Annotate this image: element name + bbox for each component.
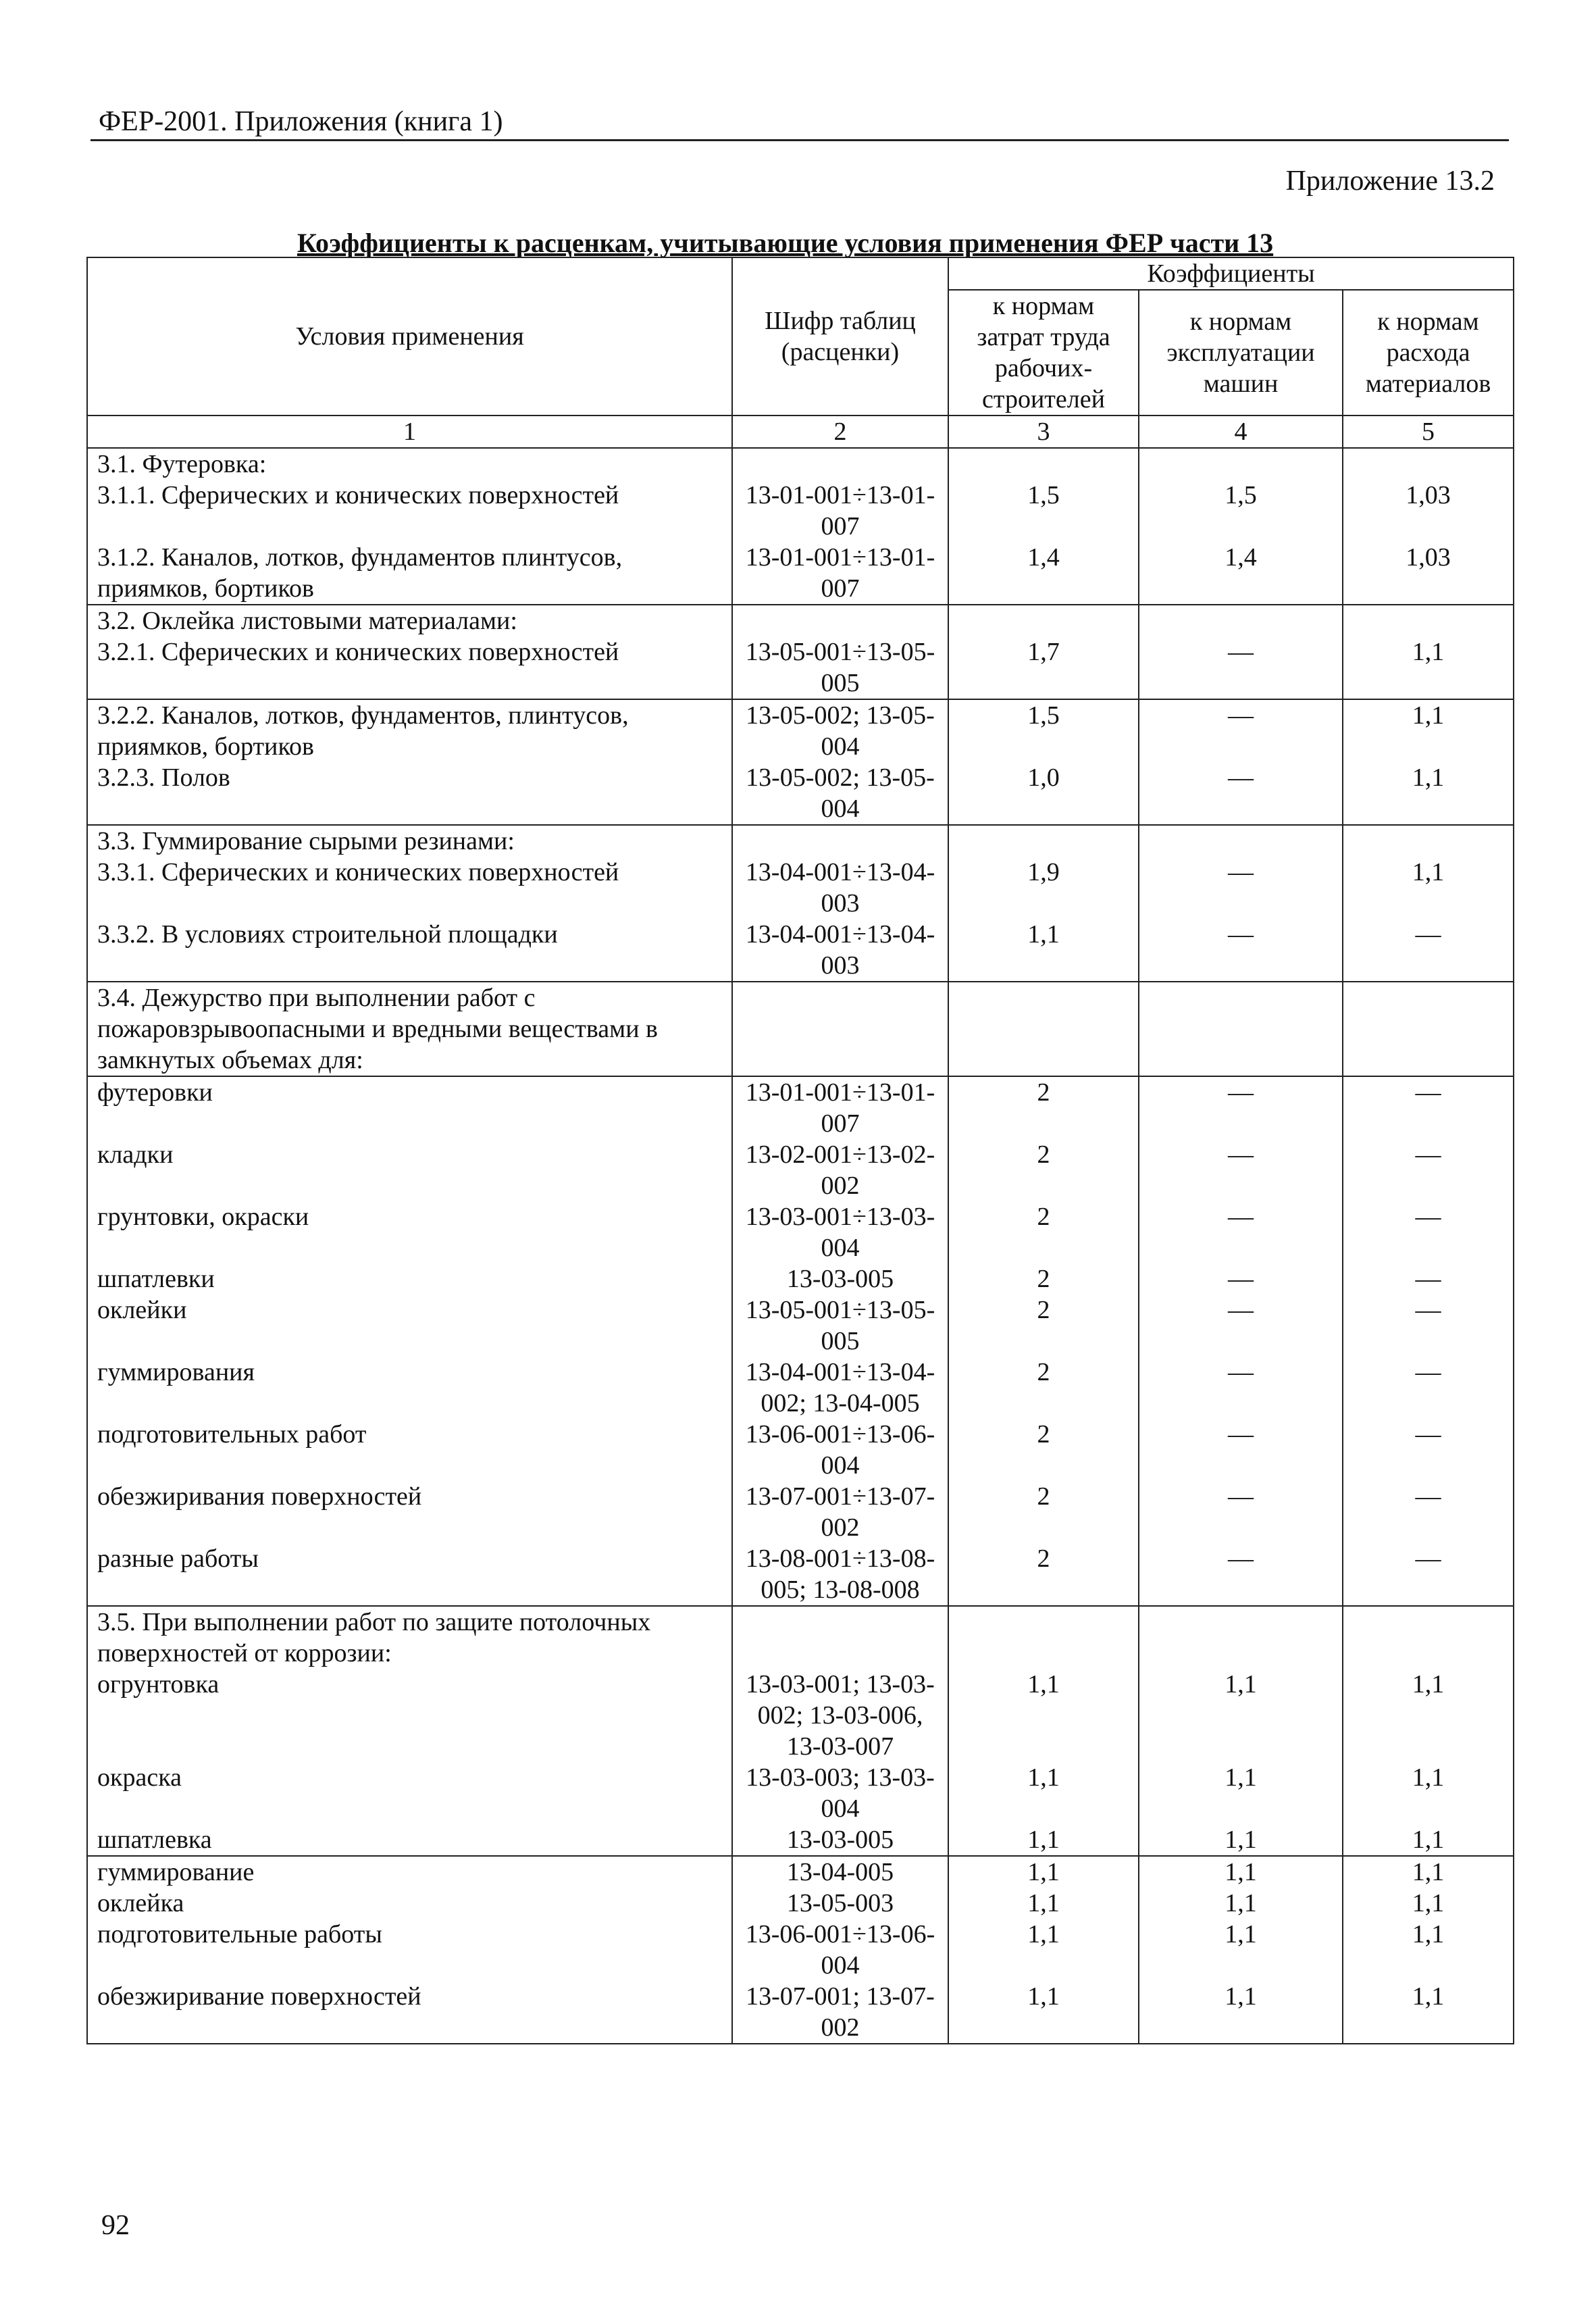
condition-cell: 3.4. Дежурство при выполнении работ с пожаровзрывоопасными и вредными веществами в замкнутых объемах для:	[87, 982, 732, 1076]
table-title: Коэффициенты к расценкам, учитывающие условия применения ФЕР части 13	[297, 228, 1274, 258]
column-number: 4	[1139, 416, 1343, 448]
condition-cell: 3.1. Футеровка:	[87, 448, 732, 480]
condition-cell: оклейка	[87, 1888, 732, 1919]
material-coef-cell: 1,1	[1343, 1919, 1514, 1981]
table-row	[87, 1201, 1514, 1263]
code-cell	[732, 605, 948, 636]
code-cell: 13-03-005	[732, 1824, 948, 1856]
table-row	[87, 1888, 1514, 1919]
column-number: 3	[948, 416, 1139, 448]
machine-coef-cell: —	[1139, 636, 1343, 699]
machine-coef-cell: —	[1139, 1481, 1343, 1543]
table-row	[87, 1419, 1514, 1481]
labor-coef-cell	[948, 1606, 1139, 1669]
code-cell: 13-07-001; 13-07-002	[732, 1981, 948, 2044]
labor-coef-cell: 2	[948, 1357, 1139, 1419]
machine-coef-cell: 1,1	[1139, 1888, 1343, 1919]
labor-coef-cell: 1,4	[948, 542, 1139, 605]
material-coef-cell: —	[1343, 1543, 1514, 1606]
header-rule	[91, 139, 1509, 141]
labor-coef-cell: 1,1	[948, 1824, 1139, 1856]
table-row	[87, 1762, 1514, 1824]
header-machines: к нормам эксплуатации машин	[1139, 290, 1343, 416]
table-row	[87, 699, 1514, 762]
condition-cell: 3.3.2. В условиях строительной площадки	[87, 919, 732, 982]
table-row	[87, 1669, 1514, 1762]
table-row	[87, 1263, 1514, 1294]
condition-cell: грунтовки, окраски	[87, 1201, 732, 1263]
machine-coef-cell: 1,1	[1139, 1919, 1343, 1981]
material-coef-cell: —	[1343, 1076, 1514, 1139]
code-cell: 13-06-001÷13-06-004	[732, 1919, 948, 1981]
material-coef-cell	[1343, 825, 1514, 857]
column-number: 5	[1343, 416, 1514, 448]
labor-coef-cell: 2	[948, 1139, 1139, 1201]
machine-coef-cell	[1139, 605, 1343, 636]
condition-cell: оклейки	[87, 1294, 732, 1357]
header-code: Шифр таблиц (расценки)	[732, 257, 948, 416]
code-cell: 13-04-005	[732, 1856, 948, 1888]
code-cell: 13-05-002; 13-05-004	[732, 762, 948, 825]
table-row	[87, 448, 1514, 480]
code-cell: 13-04-001÷13-04-003	[732, 857, 948, 919]
machine-coef-cell: —	[1139, 1201, 1343, 1263]
machine-coef-cell: —	[1139, 1139, 1343, 1201]
condition-cell: 3.2. Оклейка листовыми материалами:	[87, 605, 732, 636]
machine-coef-cell: —	[1139, 1419, 1343, 1481]
condition-cell: гуммирование	[87, 1856, 732, 1888]
machine-coef-cell	[1139, 982, 1343, 1076]
machine-coef-cell	[1139, 448, 1343, 480]
table-row	[87, 1824, 1514, 1856]
material-coef-cell: 1,1	[1343, 1669, 1514, 1762]
table-row	[87, 636, 1514, 699]
machine-coef-cell: —	[1139, 1357, 1343, 1419]
material-coef-cell: 1,1	[1343, 1856, 1514, 1888]
machine-coef-cell: 1,5	[1139, 480, 1343, 542]
material-coef-cell: —	[1343, 1263, 1514, 1294]
condition-cell: футеровки	[87, 1076, 732, 1139]
table-row	[87, 1076, 1514, 1139]
material-coef-cell	[1343, 1606, 1514, 1669]
machine-coef-cell: —	[1139, 762, 1343, 825]
labor-coef-cell	[948, 825, 1139, 857]
material-coef-cell	[1343, 448, 1514, 480]
machine-coef-cell: 1,1	[1139, 1824, 1343, 1856]
appendix-label: Приложение 13.2	[1285, 166, 1495, 197]
condition-cell: обезжиривания поверхностей	[87, 1481, 732, 1543]
table-row	[87, 1543, 1514, 1606]
code-cell	[732, 825, 948, 857]
labor-coef-cell: 1,1	[948, 919, 1139, 982]
labor-coef-cell: 1,0	[948, 762, 1139, 825]
condition-cell: 3.2.3. Полов	[87, 762, 732, 825]
code-cell: 13-05-003	[732, 1888, 948, 1919]
condition-cell: огрунтовка	[87, 1669, 732, 1762]
material-coef-cell: —	[1343, 1201, 1514, 1263]
labor-coef-cell: 1,1	[948, 1762, 1139, 1824]
table-row	[87, 1981, 1514, 2044]
material-coef-cell: 1,1	[1343, 857, 1514, 919]
material-coef-cell: 1,1	[1343, 1824, 1514, 1856]
machine-coef-cell: 1,4	[1139, 542, 1343, 605]
condition-cell: обезжиривание поверхностей	[87, 1981, 732, 2044]
table-row	[87, 762, 1514, 825]
table-row	[87, 1919, 1514, 1981]
labor-coef-cell: 1,1	[948, 1856, 1139, 1888]
code-cell: 13-01-001÷13-01-007	[732, 542, 948, 605]
code-cell: 13-05-001÷13-05-005	[732, 1294, 948, 1357]
labor-coef-cell: 2	[948, 1294, 1139, 1357]
code-cell	[732, 982, 948, 1076]
labor-coef-cell	[948, 605, 1139, 636]
table-row	[87, 1481, 1514, 1543]
condition-cell: 3.1.1. Сферических и конических поверхностей	[87, 480, 732, 542]
machine-coef-cell: —	[1139, 699, 1343, 762]
labor-coef-cell: 1,9	[948, 857, 1139, 919]
material-coef-cell: 1,1	[1343, 636, 1514, 699]
condition-cell: шпатлевка	[87, 1824, 732, 1856]
material-coef-cell: 1,1	[1343, 762, 1514, 825]
labor-coef-cell: 2	[948, 1543, 1139, 1606]
table-row	[87, 480, 1514, 542]
material-coef-cell: 1,1	[1343, 1762, 1514, 1824]
material-coef-cell: —	[1343, 1139, 1514, 1201]
labor-coef-cell: 1,5	[948, 699, 1139, 762]
code-cell: 13-08-001÷13-08-005; 13-08-008	[732, 1543, 948, 1606]
machine-coef-cell: —	[1139, 857, 1343, 919]
header-coefficients: Коэффициенты	[948, 257, 1514, 290]
coefficients-table	[86, 257, 1514, 2044]
machine-coef-cell: 1,1	[1139, 1762, 1343, 1824]
table-row	[87, 919, 1514, 982]
condition-cell: подготовительные работы	[87, 1919, 732, 1981]
material-coef-cell: 1,03	[1343, 480, 1514, 542]
labor-coef-cell: 2	[948, 1201, 1139, 1263]
machine-coef-cell: 1,1	[1139, 1856, 1343, 1888]
table-row	[87, 1294, 1514, 1357]
machine-coef-cell: —	[1139, 1263, 1343, 1294]
machine-coef-cell: —	[1139, 919, 1343, 982]
material-coef-cell: —	[1343, 1419, 1514, 1481]
machine-coef-cell: —	[1139, 1294, 1343, 1357]
code-cell: 13-03-001; 13-03-002; 13-03-006, 13-03-007	[732, 1669, 948, 1762]
condition-cell: 3.1.2. Каналов, лотков, фундаментов плинтусов, приямков, бортиков	[87, 542, 732, 605]
labor-coef-cell: 1,5	[948, 480, 1139, 542]
material-coef-cell: 1,1	[1343, 699, 1514, 762]
labor-coef-cell: 1,1	[948, 1888, 1139, 1919]
machine-coef-cell	[1139, 825, 1343, 857]
table-row	[87, 857, 1514, 919]
code-cell: 13-04-001÷13-04-003	[732, 919, 948, 982]
machine-coef-cell: —	[1139, 1076, 1343, 1139]
condition-cell: 3.3. Гуммирование сырыми резинами:	[87, 825, 732, 857]
labor-coef-cell: 1,7	[948, 636, 1139, 699]
table-row	[87, 1357, 1514, 1419]
material-coef-cell	[1343, 605, 1514, 636]
material-coef-cell: 1,1	[1343, 1888, 1514, 1919]
table-row	[87, 982, 1514, 1076]
table-row	[87, 605, 1514, 636]
machine-coef-cell	[1139, 1606, 1343, 1669]
code-cell	[732, 1606, 948, 1669]
code-cell: 13-06-001÷13-06-004	[732, 1419, 948, 1481]
code-cell: 13-05-002; 13-05-004	[732, 699, 948, 762]
labor-coef-cell: 2	[948, 1263, 1139, 1294]
header-conditions: Условия применения	[87, 257, 732, 416]
material-coef-cell: —	[1343, 1357, 1514, 1419]
column-number: 2	[732, 416, 948, 448]
table-row	[87, 1856, 1514, 1888]
condition-cell: 3.5. При выполнении работ по защите потолочных поверхностей от коррозии:	[87, 1606, 732, 1669]
machine-coef-cell: 1,1	[1139, 1669, 1343, 1762]
condition-cell: подготовительных работ	[87, 1419, 732, 1481]
header-materials: к нормам расхода материалов	[1343, 290, 1514, 416]
table-row	[87, 542, 1514, 605]
table-row	[87, 825, 1514, 857]
material-coef-cell: —	[1343, 1294, 1514, 1357]
code-cell	[732, 448, 948, 480]
table-body	[87, 448, 1514, 2044]
code-cell: 13-07-001÷13-07-002	[732, 1481, 948, 1543]
code-cell: 13-05-001÷13-05-005	[732, 636, 948, 699]
material-coef-cell: 1,03	[1343, 542, 1514, 605]
labor-coef-cell: 1,1	[948, 1919, 1139, 1981]
condition-cell: 3.2.1. Сферических и конических поверхностей	[87, 636, 732, 699]
running-header: ФЕР-2001. Приложения (книга 1)	[99, 106, 503, 137]
code-cell: 13-01-001÷13-01-007	[732, 1076, 948, 1139]
code-cell: 13-03-005	[732, 1263, 948, 1294]
labor-coef-cell: 2	[948, 1419, 1139, 1481]
condition-cell: 3.2.2. Каналов, лотков, фундаментов, плинтусов, приямков, бортиков	[87, 699, 732, 762]
condition-cell: разные работы	[87, 1543, 732, 1606]
labor-coef-cell	[948, 448, 1139, 480]
machine-coef-cell: —	[1139, 1543, 1343, 1606]
table-row	[87, 1606, 1514, 1669]
header-labor: к нормам затрат труда рабочих-строителей	[948, 290, 1139, 416]
material-coef-cell: —	[1343, 1481, 1514, 1543]
condition-cell: 3.3.1. Сферических и конических поверхностей	[87, 857, 732, 919]
material-coef-cell	[1343, 982, 1514, 1076]
code-cell: 13-03-003; 13-03-004	[732, 1762, 948, 1824]
condition-cell: кладки	[87, 1139, 732, 1201]
labor-coef-cell: 1,1	[948, 1981, 1139, 2044]
code-cell: 13-01-001÷13-01-007	[732, 480, 948, 542]
column-number: 1	[87, 416, 732, 448]
page-number: 92	[101, 2210, 130, 2241]
material-coef-cell: 1,1	[1343, 1981, 1514, 2044]
machine-coef-cell: 1,1	[1139, 1981, 1343, 2044]
code-cell: 13-02-001÷13-02-002	[732, 1139, 948, 1201]
code-cell: 13-03-001÷13-03-004	[732, 1201, 948, 1263]
code-cell: 13-04-001÷13-04-002; 13-04-005	[732, 1357, 948, 1419]
labor-coef-cell: 2	[948, 1076, 1139, 1139]
labor-coef-cell	[948, 982, 1139, 1076]
labor-coef-cell: 2	[948, 1481, 1139, 1543]
table-row	[87, 1139, 1514, 1201]
labor-coef-cell: 1,1	[948, 1669, 1139, 1762]
condition-cell: гуммирования	[87, 1357, 732, 1419]
material-coef-cell: —	[1343, 919, 1514, 982]
condition-cell: шпатлевки	[87, 1263, 732, 1294]
condition-cell: окраска	[87, 1762, 732, 1824]
